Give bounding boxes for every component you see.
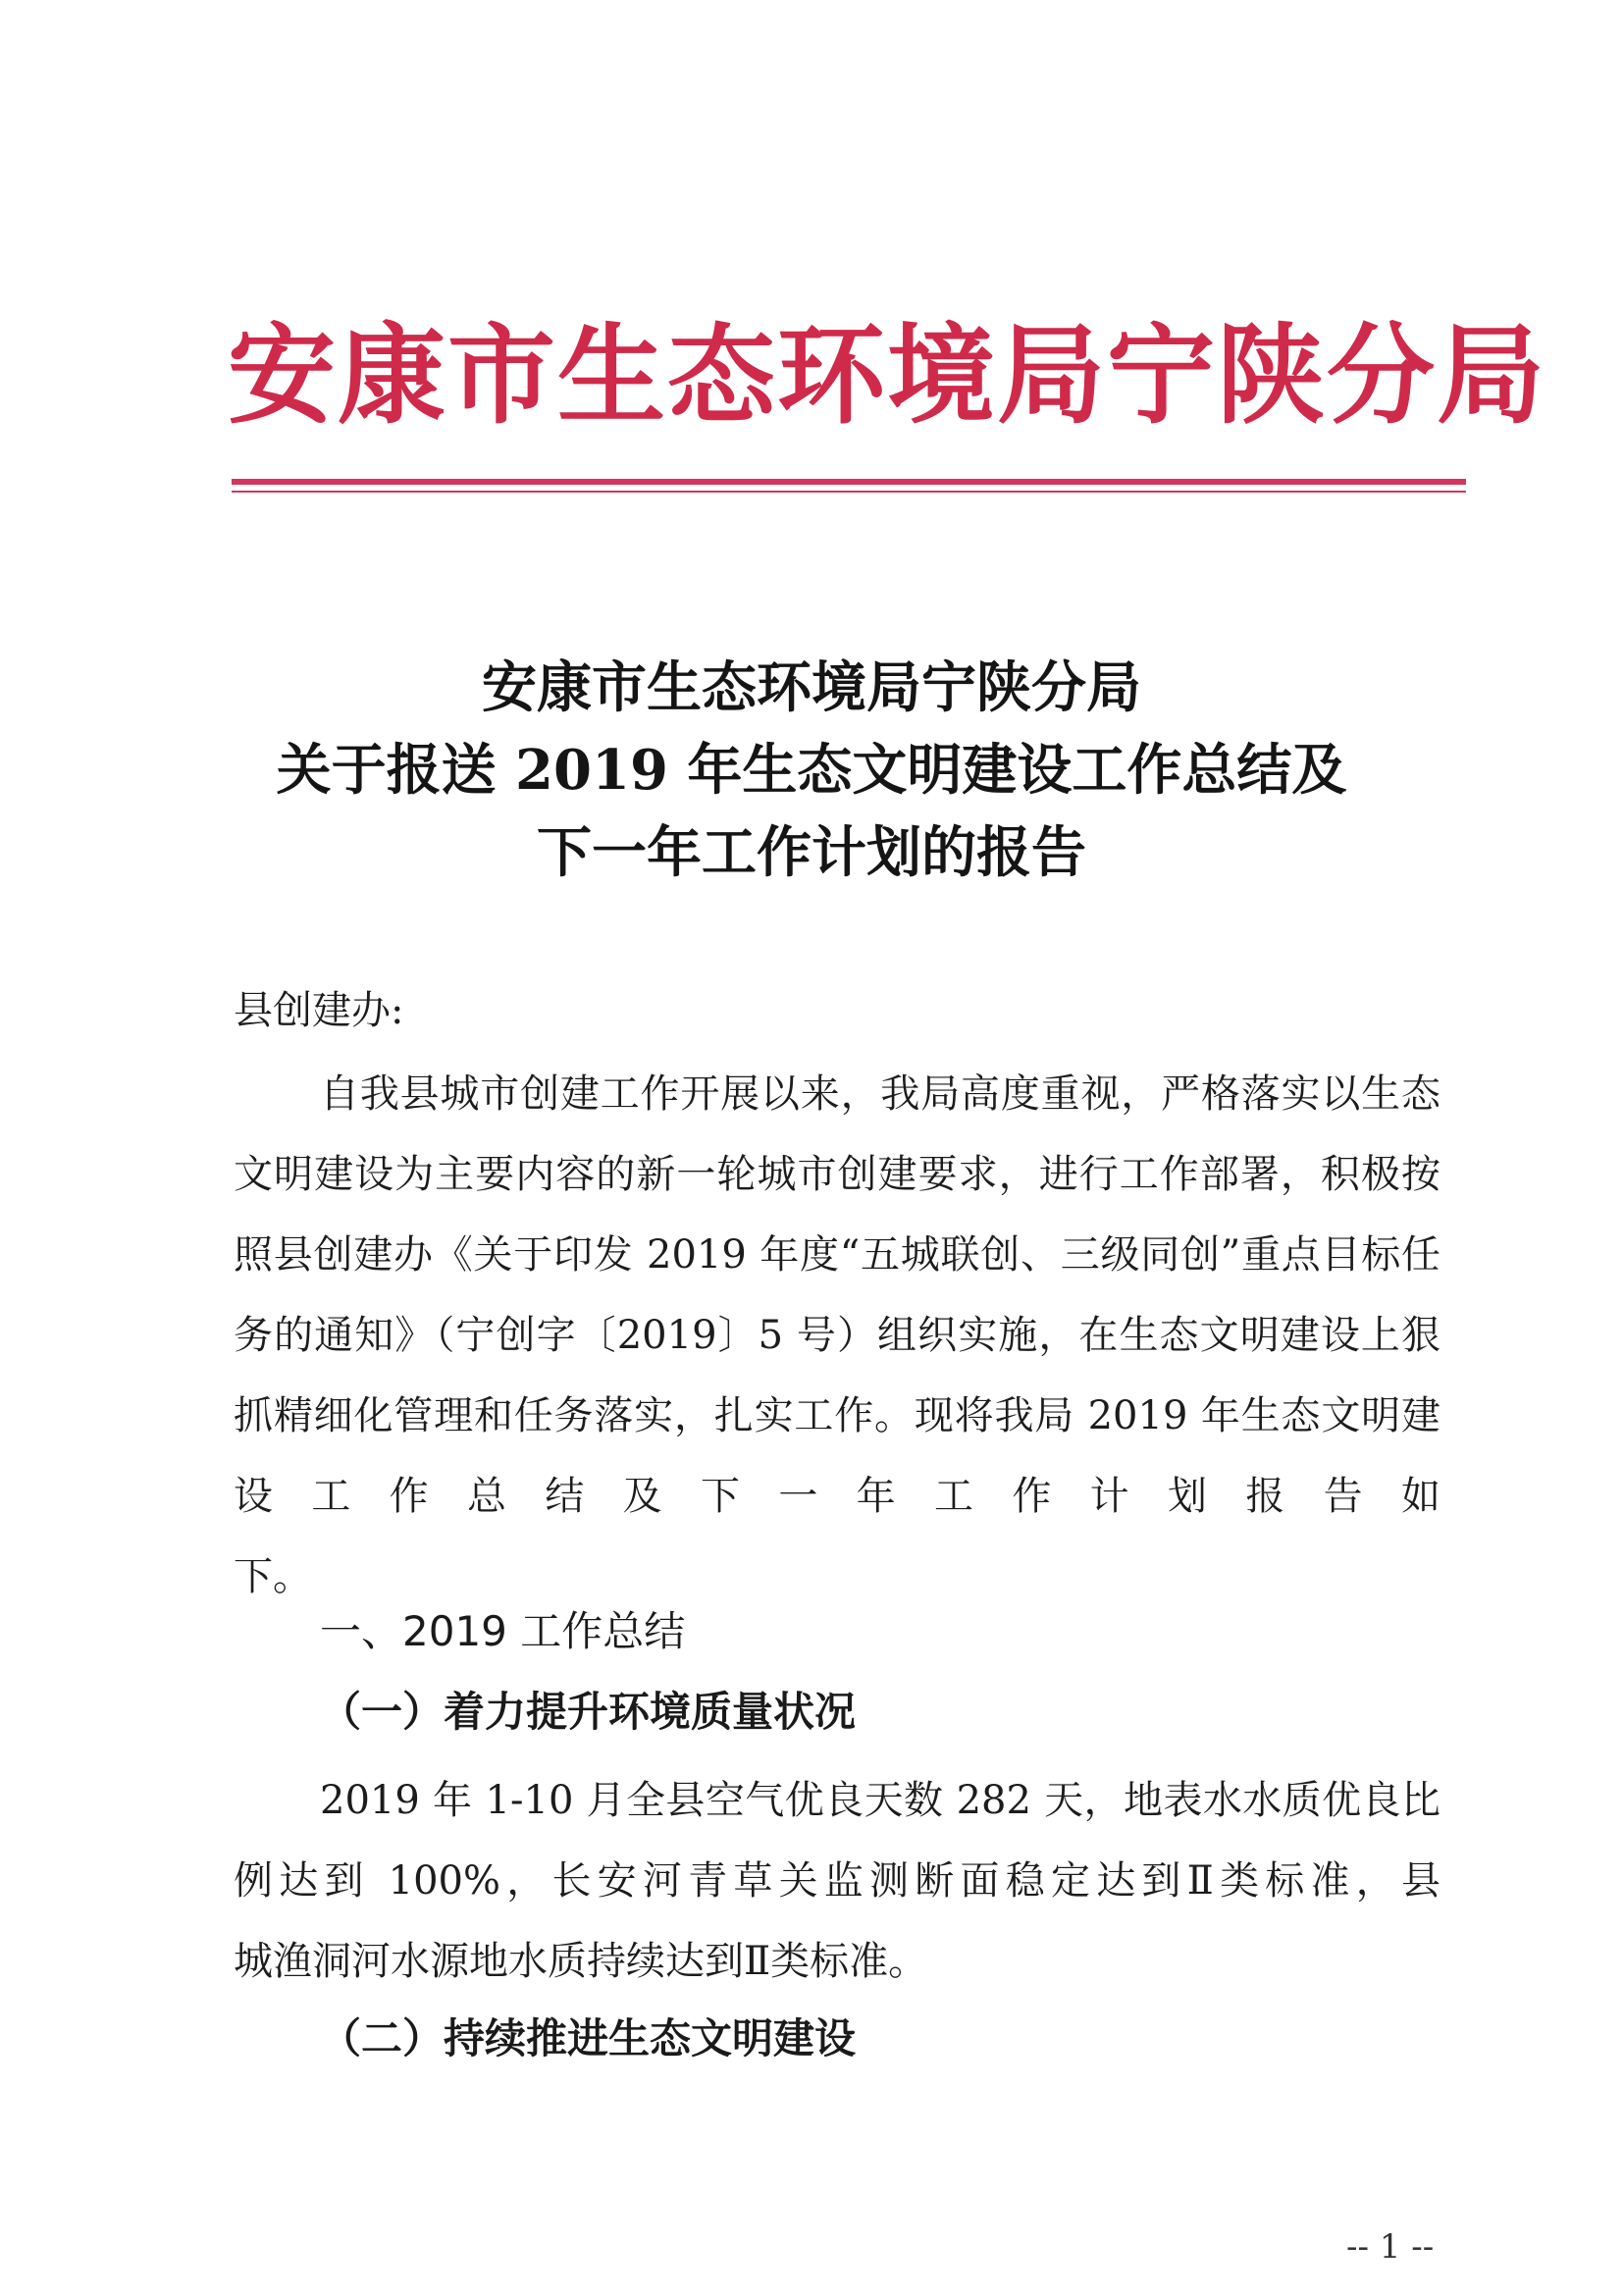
title-line-3: 下一年工作计划的报告 — [537, 820, 1086, 885]
intro-paragraph-tail: 下。 — [234, 1554, 312, 1599]
title-line-2: 关于报送 2019 年生态文明建设工作总结及 — [276, 738, 1347, 803]
environment-quality-tail: 城渔洞河水源地水质持续达到Ⅱ类标准。 — [234, 1939, 928, 1984]
subsection-heading-environment-quality: （一）着力提升环境质量状况 — [320, 1688, 857, 1736]
intro-paragraph-body: 自我县城市创建工作开展以来，我局高度重视，严格落实以生态文明建设为主要内容的新一轮城市创建要求，进行工作部署，积极按照县创建办《关于印发 2019 年度“五城联创、三级同创”重点目标任务的通知》（宁创字〔2019〕5 号）组织实施，在生态文明建设上狠抓精细化管理和任务落实，扎实工作。现将我局 2019 年生态文明建设工作总结及下一年工作计划报告如 — [234, 1071, 1440, 1519]
section-heading-work-summary: 一、2019 工作总结 — [320, 1607, 686, 1655]
environment-quality-body: 2019 年 1-10 月全县空气优良天数 282 天，地表水水质优良比例达到 100%，长安河青草关监测断面稳定达到Ⅱ类标准，县 — [234, 1778, 1440, 1904]
title-line-1: 安康市生态环境局宁陕分局 — [482, 655, 1141, 720]
page-number: -- 1 -- — [1346, 2227, 1435, 2267]
letterhead-rule-thin — [232, 491, 1466, 493]
salutation: 县创建办: — [234, 988, 404, 1033]
environment-quality-paragraph — [234, 1760, 1440, 2002]
subsection-heading-ecological-civilization: （二）持续推进生态文明建设 — [320, 2014, 857, 2062]
intro-paragraph — [234, 1054, 1440, 1617]
letterhead-rule-thick — [232, 479, 1466, 485]
letterhead-org-name: 安康市生态环境局宁陕分局 — [228, 313, 1546, 439]
